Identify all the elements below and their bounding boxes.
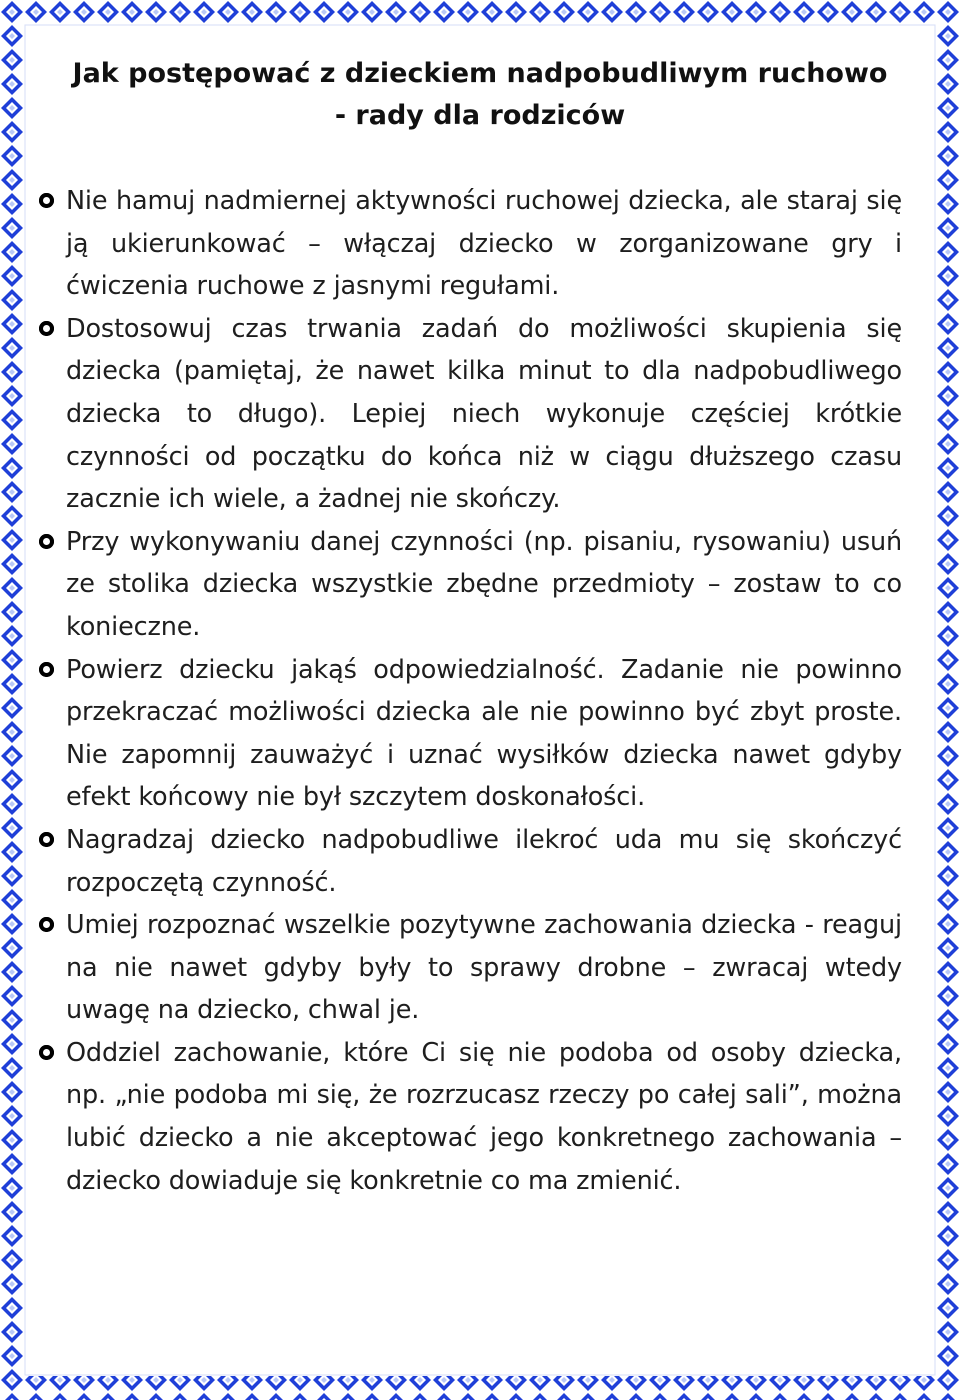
bullet-icon [39, 917, 54, 932]
tip-text: Nie hamuj nadmiernej aktywności ruchowej dziecka, ale staraj się ją ukierunkować – włączaj dziecko w zorganizowane gry i ćwiczenia ruchowe z jasnymi regułami. [66, 186, 902, 302]
tip-item [66, 180, 902, 308]
tips-list [66, 180, 902, 1202]
tip-text: Przy wykonywaniu danej czynności (np. pisaniu, rysowaniu) usuń ze stolika dziecka wszystkie zbędne przedmioty – zostaw to co konieczne. [66, 526, 902, 642]
tip-item [66, 819, 902, 904]
bullet-icon [39, 832, 54, 847]
bullet-icon [39, 193, 54, 208]
document-title: Jak postępować z dzieckiem nadpobudliwym ruchowo [72, 58, 888, 89]
tip-text: Umiej rozpoznać wszelkie pozytywne zachowania dziecka - reaguj na nie nawet gdyby były to sprawy drobne – zwracaj wtedy uwagę na dziecko, chwal je. [66, 910, 902, 1026]
tip-text: Oddziel zachowanie, które Ci się nie podoba od osoby dziecka, np. „nie podoba mi się, że rozrzucasz rzeczy po całej sali”, można lubić dziecko a nie akceptować jego konkretnego zachowania – dziecko dowiaduje się konkretnie co ma zmienić. [66, 1037, 902, 1196]
bullet-icon [39, 1045, 54, 1060]
document-subtitle: - rady dla rodziców [334, 100, 626, 131]
tip-text: Powierz dziecku jakąś odpowiedzialność. Zadanie nie powinno przekraczać możliwości dziecka ale nie powinno być zbyt proste. Nie zapomnij zauważyć i uznać wysiłków dziecka nawet gdyby efekt końcowy nie był szczytem doskonałości. [66, 654, 902, 813]
tip-text: Dostosowuj czas trwania zadań do możliwości skupienia się dziecka (pamiętaj, że nawet kilka minut to dla nadpobudliwego dziecka to długo). Lepiej niech wykonuje częściej krótkie czynności od początku do końca niż w ciągu dłuższego czasu zacznie ich wiele, a żadnej nie skończy. [66, 313, 902, 515]
bullet-icon [39, 662, 54, 677]
bullet-icon [39, 321, 54, 336]
tip-item [66, 308, 902, 521]
tip-text: Nagradzaj dziecko nadpobudliwe ilekroć uda mu się skończyć rozpoczętą czynność. [66, 824, 902, 898]
tip-item [66, 521, 902, 649]
bullet-icon [39, 534, 54, 549]
tip-item [66, 904, 902, 1032]
tip-item [66, 1032, 902, 1202]
tip-item [66, 649, 902, 819]
